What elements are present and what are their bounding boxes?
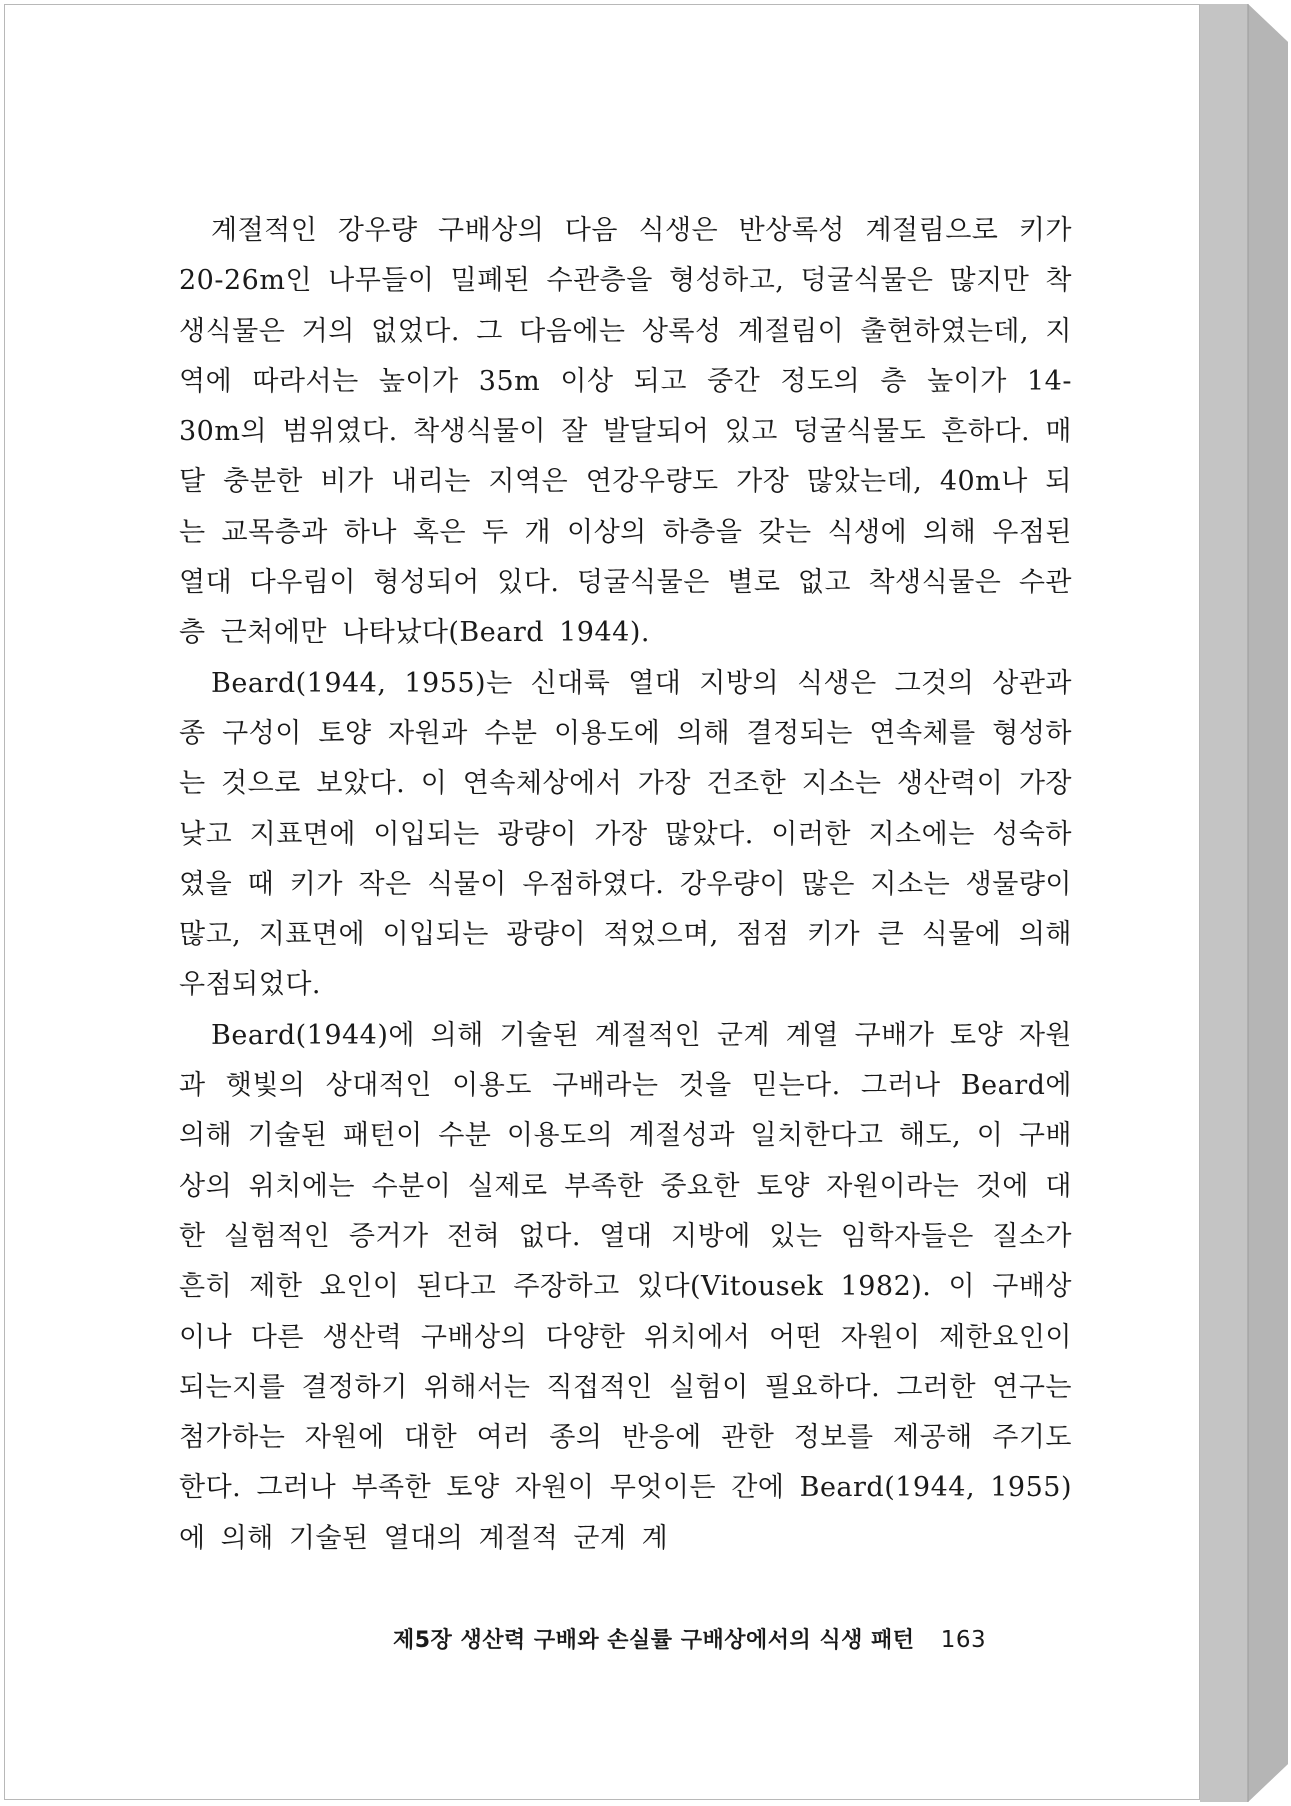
- paragraph-3: Beard(1944)에 의해 기술된 계절적인 군계 계열 구배가 토양 자원과 햇빛의 상대적인 이용도 구배라는 것을 믿는다. 그러나 Beard에 의해 기술된 패턴이 수분 이용도의 계절성과 일치한다고 해도, 이 구배상의 위치에는 수분이 실제로 부족한 중요한 토양 자원이라는 것에 대한 실험적인 증거가 전혀 없다. 열대 지방에 있는 임학자들은 질소가 흔히 제한 요인이 된다고 주장하고 있다(Vitousek 1982). 이 구배상이나 다른 생산력 구배상의 다양한 위치에서 어떤 자원이 제한요인이 되는지를 결정하기 위해서는 직접적인 실험이 필요하다. 그러한 연구는 첨가하는 자원에 대한 여러 종의 반응에 관한 정보를 제공해 주기도 한다. 그러나 부족한 토양 자원이 무엇이든 간에 Beard(1944, 1955)에 의해 기술된 열대의 계절적 군계 계: [179, 1019, 1072, 1554]
- book-edge-shading: [1196, 0, 1291, 1806]
- chapter-title: 제5장 생산력 구배와 손실률 구배상에서의 식생 패턴: [393, 1628, 915, 1653]
- paragraph-2: Beard(1944, 1955)는 신대륙 열대 지방의 식생은 그것의 상관과 종 구성이 토양 자원과 수분 이용도에 의해 결정되는 연속체를 형성하는 것으로 보았다. 이 연속체상에서 가장 건조한 지소는 생산력이 가장 낮고 지표면에 이입되는 광량이 가장 많았다. 이러한 지소에는 성숙하였을 때 키가 작은 식물이 우점하였다. 강우량이 많은 지소는 생물량이 많고, 지표면에 이입되는 광량이 적었으며, 점점 키가 큰 식물에 의해 우점되었다.: [179, 667, 1072, 1001]
- page-footer: [393, 1623, 1053, 1654]
- paragraph-1: 계절적인 강우량 구배상의 다음 식생은 반상록성 계절림으로 키가 20-26m인 나무들이 밀폐된 수관층을 형성하고, 덩굴식물은 많지만 착생식물은 거의 없었다. 그 다음에는 상록성 계절림이 출현하였는데, 지역에 따라서는 높이가 35m 이상 되고 중간 정도의 층 높이가 14-30m의 범위였다. 착생식물이 잘 발달되어 있고 덩굴식물도 흔하다. 매달 충분한 비가 내리는 지역은 연강우량도 가장 많았는데, 40m나 되는 교목층과 하나 혹은 두 개 이상의 하층을 갖는 식생에 의해 우점된 열대 다우림이 형성되어 있다. 덩굴식물은 별로 없고 착생식물은 수관층 근처에만 나타났다(Beard 1944).: [179, 215, 1072, 649]
- book-page: [4, 4, 1200, 1800]
- body-text: [179, 206, 1072, 1564]
- page-number: 163: [940, 1627, 987, 1653]
